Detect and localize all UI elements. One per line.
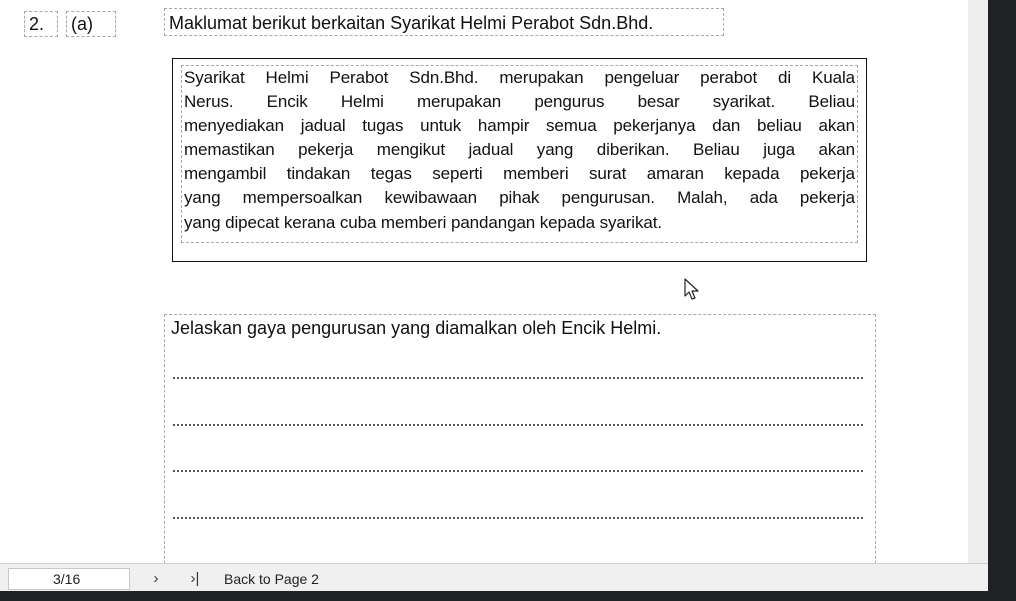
answer-area[interactable] [164, 314, 876, 563]
passage-line: Nerus. Encik Helmi merupakan pengurus besar syarikat. Beliau [184, 92, 855, 112]
passage-line: menyediakan jadual tugas untuk hampir semua pekerjanya dan beliau akan [184, 116, 855, 136]
answer-line[interactable] [173, 424, 863, 426]
passage-line: yang dipecat kerana cuba memberi pandangan kepada syarikat. [184, 212, 662, 232]
question-part: (a) [66, 11, 116, 37]
answer-line[interactable] [173, 377, 863, 379]
passage-line: Syarikat Helmi Perabot Sdn.Bhd. merupakan pengeluar perabot di Kuala [184, 68, 855, 87]
question-intro: Maklumat berikut berkaitan Syarikat Helmi Perabot Sdn.Bhd. [164, 8, 724, 36]
page-number-field[interactable]: 3/16 [8, 568, 130, 590]
scrollbar-track[interactable] [968, 0, 988, 563]
answer-line[interactable] [173, 517, 863, 519]
chevron-right-icon[interactable]: › [153, 570, 159, 587]
back-to-page-link[interactable]: Back to Page 2 [224, 571, 319, 587]
window-bottom-edge [0, 591, 1016, 601]
mouse-pointer-icon [684, 278, 702, 302]
passage-line: yang mempersoalkan kewibawaan pihak pengurusan. Malah, ada pekerja [184, 188, 855, 208]
passage-line: mengambil tindakan tegas seperti memberi surat amaran kepada pekerja [184, 164, 855, 184]
case-study-text [181, 65, 858, 243]
question-number: 2. [24, 11, 58, 37]
question-prompt: Jelaskan gaya pengurusan yang diamalkan oleh Encik Helmi. [171, 318, 662, 338]
case-study-box [172, 58, 867, 262]
skip-to-end-icon[interactable]: ›| [190, 570, 200, 587]
navigation-bar [0, 563, 988, 592]
answer-line[interactable] [173, 470, 863, 472]
passage-line: memastikan pekerja mengikut jadual yang diberikan. Beliau juga akan [184, 140, 855, 160]
